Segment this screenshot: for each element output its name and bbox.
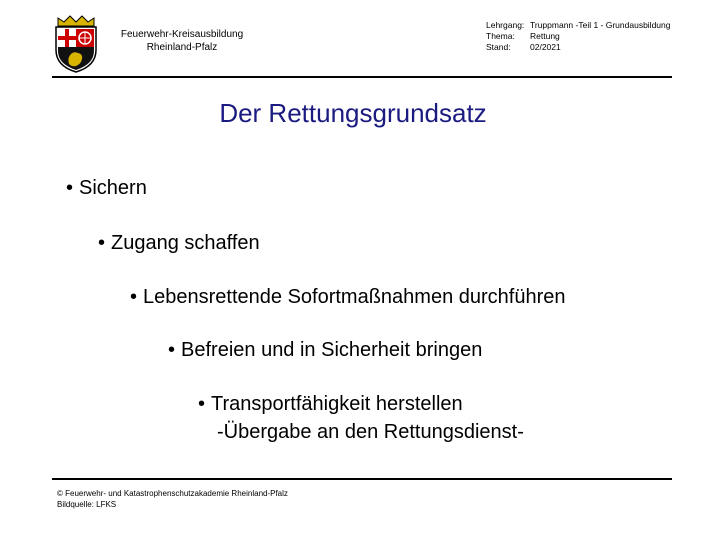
bullet-symbol: • bbox=[98, 232, 106, 254]
meta-row-date bbox=[486, 42, 670, 53]
bullet-item bbox=[66, 176, 147, 200]
header-divider bbox=[52, 76, 672, 78]
organization-name bbox=[104, 28, 260, 54]
meta-row-topic bbox=[486, 31, 670, 42]
meta-row-course bbox=[486, 20, 670, 31]
bullet-text: Lebensrettende Sofortmaßnahmen durchführen bbox=[143, 286, 566, 308]
bullet-item bbox=[130, 285, 566, 309]
bullet-symbol: • bbox=[198, 393, 206, 415]
slide-title: Der Rettungsgrundsatz bbox=[219, 98, 487, 128]
meta-value: Rettung bbox=[530, 31, 560, 41]
organization-line-1: Feuerwehr-Kreisausbildung bbox=[120, 29, 244, 40]
bullet-symbol: • bbox=[66, 177, 74, 199]
bullet-subline: -Übergabe an den Rettungsdienst- bbox=[217, 421, 524, 443]
meta-label: Lehrgang: bbox=[486, 20, 525, 30]
bullet-text: Zugang schaffen bbox=[111, 232, 260, 254]
bullet-item bbox=[98, 231, 260, 255]
meta-label: Thema: bbox=[486, 31, 515, 41]
image-source-text: Bildquelle: LFKS bbox=[57, 500, 117, 509]
meta-value: 02/2021 bbox=[530, 42, 561, 52]
bullet-item bbox=[168, 338, 482, 362]
copyright-text: © Feuerwehr- und Katastrophenschutzakademie Rheinland-Pfalz bbox=[57, 489, 288, 498]
bullet-symbol: • bbox=[168, 339, 176, 361]
bullet-symbol: • bbox=[130, 286, 138, 308]
bullet-item bbox=[198, 392, 463, 416]
meta-label: Stand: bbox=[486, 42, 511, 52]
coat-of-arms-icon bbox=[52, 14, 100, 74]
bullet-text: Transportfähigkeit herstellen bbox=[211, 393, 463, 415]
meta-value: Truppmann -Teil 1 - Grundausbildung bbox=[530, 20, 671, 30]
footer-divider bbox=[52, 478, 672, 480]
bullet-text: Befreien und in Sicherheit bringen bbox=[181, 339, 483, 361]
footer bbox=[57, 488, 288, 510]
organization-line-2: Rheinland-Pfalz bbox=[146, 42, 218, 53]
bullet-text: Sichern bbox=[79, 177, 147, 199]
course-meta bbox=[486, 20, 670, 53]
